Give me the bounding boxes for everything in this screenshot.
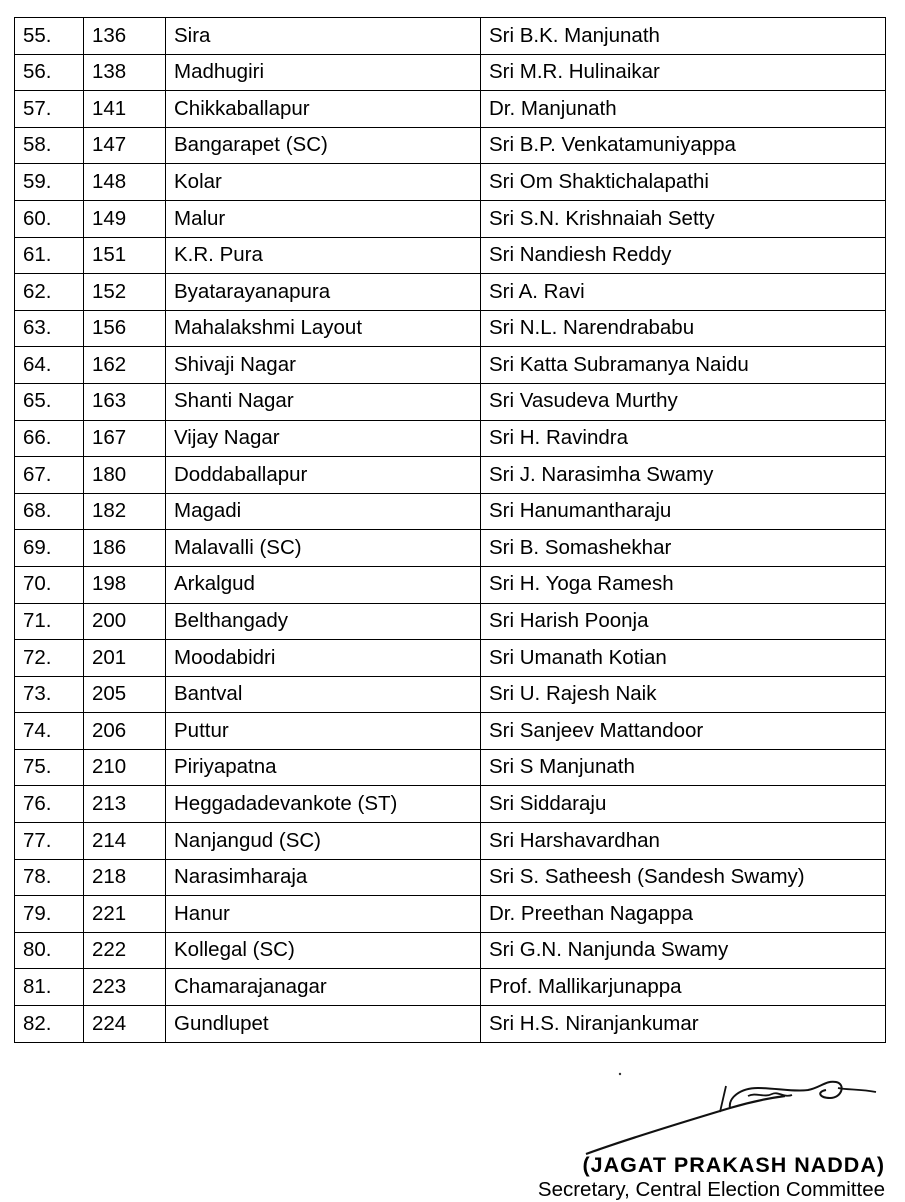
candidate-name-cell: Sri Nandiesh Reddy xyxy=(481,237,886,274)
candidate-name-cell: Sri H. Ravindra xyxy=(481,420,886,457)
candidate-list-body xyxy=(15,18,886,1043)
serial-number-cell: 63. xyxy=(15,310,84,347)
table-row xyxy=(15,640,886,677)
serial-number-cell: 77. xyxy=(15,823,84,860)
constituency-number-cell: 138 xyxy=(84,54,166,91)
candidate-list-table xyxy=(14,17,886,1043)
constituency-number-cell: 213 xyxy=(84,786,166,823)
constituency-name-cell: Magadi xyxy=(166,493,481,530)
serial-number-cell: 60. xyxy=(15,200,84,237)
table-row xyxy=(15,823,886,860)
candidate-name-cell: Sri H. Yoga Ramesh xyxy=(481,566,886,603)
serial-number-cell: 65. xyxy=(15,383,84,420)
constituency-number-cell: 156 xyxy=(84,310,166,347)
constituency-number-cell: 222 xyxy=(84,932,166,969)
table-row xyxy=(15,859,886,896)
candidate-name-cell: Sri B.K. Manjunath xyxy=(481,18,886,55)
table-row xyxy=(15,200,886,237)
candidate-name-cell: Sri Sanjeev Mattandoor xyxy=(481,713,886,750)
constituency-name-cell: Shanti Nagar xyxy=(166,383,481,420)
candidate-name-cell: Sri Vasudeva Murthy xyxy=(481,383,886,420)
constituency-number-cell: 186 xyxy=(84,530,166,567)
table-row xyxy=(15,493,886,530)
candidate-name-cell: Sri N.L. Narendrababu xyxy=(481,310,886,347)
table-row xyxy=(15,91,886,128)
table-row xyxy=(15,274,886,311)
constituency-number-cell: 221 xyxy=(84,896,166,933)
serial-number-cell: 68. xyxy=(15,493,84,530)
serial-number-cell: 76. xyxy=(15,786,84,823)
table-row xyxy=(15,786,886,823)
constituency-name-cell: Doddaballapur xyxy=(166,457,481,494)
table-row xyxy=(15,164,886,201)
table-row xyxy=(15,676,886,713)
constituency-number-cell: 224 xyxy=(84,1006,166,1043)
constituency-number-cell: 214 xyxy=(84,823,166,860)
serial-number-cell: 61. xyxy=(15,237,84,274)
constituency-number-cell: 136 xyxy=(84,18,166,55)
constituency-number-cell: 152 xyxy=(84,274,166,311)
table-row xyxy=(15,969,886,1006)
table-row xyxy=(15,603,886,640)
candidate-name-cell: Sri G.N. Nanjunda Swamy xyxy=(481,932,886,969)
candidate-name-cell: Sri J. Narasimha Swamy xyxy=(481,457,886,494)
constituency-name-cell: Bangarapet (SC) xyxy=(166,127,481,164)
constituency-number-cell: 149 xyxy=(84,200,166,237)
candidate-name-cell: Dr. Manjunath xyxy=(481,91,886,128)
table-row xyxy=(15,896,886,933)
table-row xyxy=(15,1006,886,1043)
signatory-title: Secretary, Central Election Committee xyxy=(537,1178,885,1201)
candidate-name-cell: Prof. Mallikarjunappa xyxy=(481,969,886,1006)
candidate-name-cell: Sri A. Ravi xyxy=(481,274,886,311)
serial-number-cell: 70. xyxy=(15,566,84,603)
constituency-name-cell: Narasimharaja xyxy=(166,859,481,896)
signature-image xyxy=(580,1068,880,1158)
candidate-name-cell: Sri Hanumantharaju xyxy=(481,493,886,530)
table-row xyxy=(15,566,886,603)
constituency-name-cell: Puttur xyxy=(166,713,481,750)
constituency-number-cell: 141 xyxy=(84,91,166,128)
constituency-number-cell: 210 xyxy=(84,749,166,786)
candidate-name-cell: Sri Umanath Kotian xyxy=(481,640,886,677)
serial-number-cell: 82. xyxy=(15,1006,84,1043)
constituency-name-cell: Hanur xyxy=(166,896,481,933)
candidate-name-cell: Sri Harish Poonja xyxy=(481,603,886,640)
table-row xyxy=(15,932,886,969)
constituency-number-cell: 218 xyxy=(84,859,166,896)
constituency-name-cell: Byatarayanapura xyxy=(166,274,481,311)
table-row xyxy=(15,18,886,55)
serial-number-cell: 72. xyxy=(15,640,84,677)
constituency-name-cell: Bantval xyxy=(166,676,481,713)
constituency-number-cell: 162 xyxy=(84,347,166,384)
serial-number-cell: 67. xyxy=(15,457,84,494)
serial-number-cell: 59. xyxy=(15,164,84,201)
candidate-name-cell: Sri B. Somashekhar xyxy=(481,530,886,567)
constituency-number-cell: 223 xyxy=(84,969,166,1006)
constituency-name-cell: Piriyapatna xyxy=(166,749,481,786)
serial-number-cell: 73. xyxy=(15,676,84,713)
table-row xyxy=(15,420,886,457)
constituency-number-cell: 182 xyxy=(84,493,166,530)
candidate-name-cell: Sri M.R. Hulinaikar xyxy=(481,54,886,91)
constituency-number-cell: 201 xyxy=(84,640,166,677)
table-row xyxy=(15,237,886,274)
constituency-number-cell: 200 xyxy=(84,603,166,640)
candidate-name-cell: Sri S. Satheesh (Sandesh Swamy) xyxy=(481,859,886,896)
table-row xyxy=(15,127,886,164)
constituency-name-cell: Nanjangud (SC) xyxy=(166,823,481,860)
serial-number-cell: 78. xyxy=(15,859,84,896)
constituency-name-cell: Malur xyxy=(166,200,481,237)
table-row xyxy=(15,347,886,384)
constituency-name-cell: Mahalakshmi Layout xyxy=(166,310,481,347)
candidate-name-cell: Sri Harshavardhan xyxy=(481,823,886,860)
constituency-name-cell: Gundlupet xyxy=(166,1006,481,1043)
constituency-name-cell: Belthangady xyxy=(166,603,481,640)
serial-number-cell: 56. xyxy=(15,54,84,91)
constituency-name-cell: Chamarajanagar xyxy=(166,969,481,1006)
serial-number-cell: 55. xyxy=(15,18,84,55)
constituency-name-cell: Heggadadevankote (ST) xyxy=(166,786,481,823)
serial-number-cell: 64. xyxy=(15,347,84,384)
serial-number-cell: 74. xyxy=(15,713,84,750)
serial-number-cell: 57. xyxy=(15,91,84,128)
candidate-name-cell: Sri H.S. Niranjankumar xyxy=(481,1006,886,1043)
constituency-number-cell: 206 xyxy=(84,713,166,750)
constituency-number-cell: 198 xyxy=(84,566,166,603)
candidate-name-cell: Sri S.N. Krishnaiah Setty xyxy=(481,200,886,237)
constituency-name-cell: Shivaji Nagar xyxy=(166,347,481,384)
constituency-name-cell: Malavalli (SC) xyxy=(166,530,481,567)
candidate-name-cell: Dr. Preethan Nagappa xyxy=(481,896,886,933)
constituency-number-cell: 147 xyxy=(84,127,166,164)
candidate-name-cell: Sri Siddaraju xyxy=(481,786,886,823)
serial-number-cell: 62. xyxy=(15,274,84,311)
constituency-name-cell: Kolar xyxy=(166,164,481,201)
table-row xyxy=(15,713,886,750)
table-row xyxy=(15,530,886,567)
constituency-number-cell: 180 xyxy=(84,457,166,494)
constituency-name-cell: Madhugiri xyxy=(166,54,481,91)
serial-number-cell: 58. xyxy=(15,127,84,164)
serial-number-cell: 75. xyxy=(15,749,84,786)
serial-number-cell: 71. xyxy=(15,603,84,640)
candidate-name-cell: Sri U. Rajesh Naik xyxy=(481,676,886,713)
candidate-name-cell: Sri B.P. Venkatamuniyappa xyxy=(481,127,886,164)
serial-number-cell: 66. xyxy=(15,420,84,457)
serial-number-cell: 79. xyxy=(15,896,84,933)
candidate-name-cell: Sri Katta Subramanya Naidu xyxy=(481,347,886,384)
table-row xyxy=(15,749,886,786)
constituency-name-cell: Arkalgud xyxy=(166,566,481,603)
serial-number-cell: 69. xyxy=(15,530,84,567)
constituency-name-cell: K.R. Pura xyxy=(166,237,481,274)
candidate-name-cell: Sri S Manjunath xyxy=(481,749,886,786)
table-row xyxy=(15,54,886,91)
constituency-name-cell: Moodabidri xyxy=(166,640,481,677)
table-row xyxy=(15,457,886,494)
constituency-name-cell: Vijay Nagar xyxy=(166,420,481,457)
constituency-number-cell: 148 xyxy=(84,164,166,201)
constituency-name-cell: Chikkaballapur xyxy=(166,91,481,128)
constituency-number-cell: 205 xyxy=(84,676,166,713)
table-row xyxy=(15,383,886,420)
candidate-name-cell: Sri Om Shaktichalapathi xyxy=(481,164,886,201)
table-row xyxy=(15,310,886,347)
signatory-name: (JAGAT PRAKASH NADDA) xyxy=(582,1153,885,1177)
constituency-name-cell: Sira xyxy=(166,18,481,55)
constituency-number-cell: 163 xyxy=(84,383,166,420)
constituency-number-cell: 151 xyxy=(84,237,166,274)
serial-number-cell: 80. xyxy=(15,932,84,969)
constituency-number-cell: 167 xyxy=(84,420,166,457)
serial-number-cell: 81. xyxy=(15,969,84,1006)
constituency-name-cell: Kollegal (SC) xyxy=(166,932,481,969)
